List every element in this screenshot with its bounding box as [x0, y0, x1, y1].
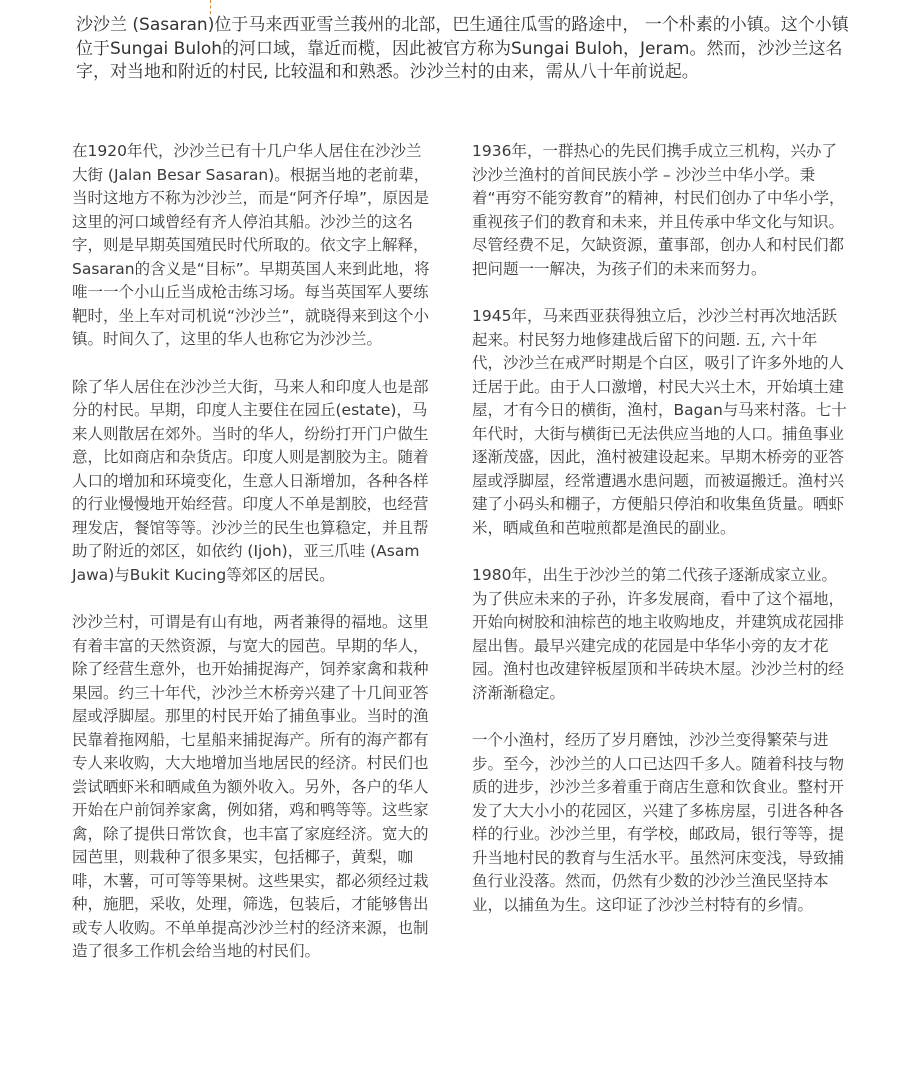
- left-paragraph-1920s: 在1920年代，沙沙兰已有十几户华人居住在沙沙兰大街 (Jalan Besar Sasaran)。根据当地的老前辈，当时这地方不称为沙沙兰，而是“阿齐仔埠”，原因是这里的河口域曾经有齐人停泊其船。沙沙兰的这名字，则是早期英国殖民时代所取的。依文字上解释，Sasaran的含义是“目标”。早期英国人来到此地，将唯一一个小山丘当成枪击练习场。每当英国军人要练靶时，坐上车对司机说“沙沙兰”，就晓得来到这个小镇。时间久了，这里的华人也称它为沙沙兰。: [72, 142, 430, 348]
- right-column: [472, 140, 848, 941]
- right-paragraph-today: 一个小渔村，经历了岁月磨蚀，沙沙兰变得繁荣与进步。至今，沙沙兰的人口已达四千多人。随着科技与物质的进步，沙沙兰多着重于商店生意和饮食业。整村开发了大大小小的花园区，兴建了多栋房屋，引进各种各样的行业。沙沙兰里，有学校，邮政局，银行等等，提升当地村民的教育与生活水平。虽然河床变浅，导致捕鱼行业没落。然而，仍然有少数的沙沙兰渔民坚持本业，以捕鱼为生。这印证了沙沙兰村特有的乡情。: [472, 731, 845, 914]
- intro-paragraph: 沙沙兰 (Sasaran)位于马来西亚雪兰莪州的北部，巴生通往瓜雪的路途中， 一个朴素的小镇。这个小镇位于Sungai Buloh的河口域，靠近而榄，因此被官方称为Sungai Buloh，Jeram。然而，沙沙兰这名字，对当地和附近的村民, 比较温和和熟悉。沙沙兰村的由来，需从八十年前说起。: [76, 15, 849, 82]
- left-paragraph-residents: 除了华人居住在沙沙兰大街，马来人和印度人也是部分的村民。早期，印度人主要住在园丘(estate)，马来人则散居在郊外。当时的华人，纷纷打开门户做生意，比如商店和杂货店。印度人则是割胶为主。随着人口的增加和环境变化，生意人日渐增加，各种各样的行业慢慢地开始经营。印度人不单是割胶，也经营理发店，餐馆等等。沙沙兰的民生也算稳定，并且帮助了附近的郊区，如依约 (Ijoh)，亚三爪哇 (Asam Jawa)与Bukit Kucing等郊区的居民。: [72, 377, 429, 584]
- left-paragraph-resources: 沙沙兰村，可谓是有山有地，两者兼得的福地。这里有着丰富的天然资源，与宽大的园芭。早期的华人，除了经营生意外，也开始捕捉海产，饲养家禽和栽种果园。约三十年代，沙沙兰木桥旁兴建了十几间亚答屋或浮脚屋。那里的村民开始了捕鱼事业。当时的渔民靠着拖网船，七星船来捕捉海产。所有的海产都有专人来收购，大大地增加当地居民的经济。村民们也尝试晒虾米和晒咸鱼为额外收入。另外，各户的华人开始在户前饲养家禽，例如猪，鸡和鸭等等。这些家禽，除了提供日常饮食，也丰富了家庭经济。宽大的园芭里，则栽种了很多果实，包括椰子，黄梨，咖啡，木薯，可可等等果树。这些果实，都必须经过栽种，施肥，采收，处理，筛选，包装后，才能够售出或专人收购。不单单提高沙沙兰村的经济来源，也制造了很多工作机会给当地的村民们。: [72, 613, 429, 960]
- right-paragraph-1936: 1936年，一群热心的先民们携手成立三机构，兴办了沙沙兰渔村的首间民族小学 – 沙沙兰中华小学。秉着“再穷不能穷教育”的精神，村民们创办了中华小学，重视孩子们的教育和未来，并且传承中华文化与知识。尽管经费不足，欠缺资源，董事部，创办人和村民们都把问题一一解决，为孩子们的未来而努力。: [472, 142, 845, 278]
- right-paragraph-1980: 1980年，出生于沙沙兰的第二代孩子逐渐成家立业。为了供应未来的子孙，许多发展商，看中了这个福地，开始向树胶和油棕芭的地主收购地皮，并建筑成花园排屋出售。最早兴建完成的花园是中华华小旁的友才花园。渔村也改建锌板屋顶和半砖块木屋。沙沙兰村的经济渐渐稳定。: [472, 566, 845, 702]
- decorative-dashed-line: [210, 0, 211, 14]
- right-paragraph-1945: 1945年，马来西亚获得独立后，沙沙兰村再次地活跃起来。村民努力地修建战后留下的问题. 五, 六十年代，沙沙兰在戒严时期是个白区，吸引了许多外地的人迁居于此。由于人口激增，村民大兴土木，开始填土建屋，才有今日的横街，渔村，Bagan与马来村落。七十年代时，大街与横街已无法供应当地的人口。捕鱼事业逐渐茂盛，因此，渔村被建设起来。早期木桥旁的亚答屋或浮脚屋，经常遭遇水患问题，而被逼搬迁。渔村兴建了小码头和棚子，方便船只停泊和收集鱼货量。晒虾米，晒咸鱼和芭啦煎都是渔民的副业。: [472, 307, 847, 537]
- left-column: [72, 140, 434, 988]
